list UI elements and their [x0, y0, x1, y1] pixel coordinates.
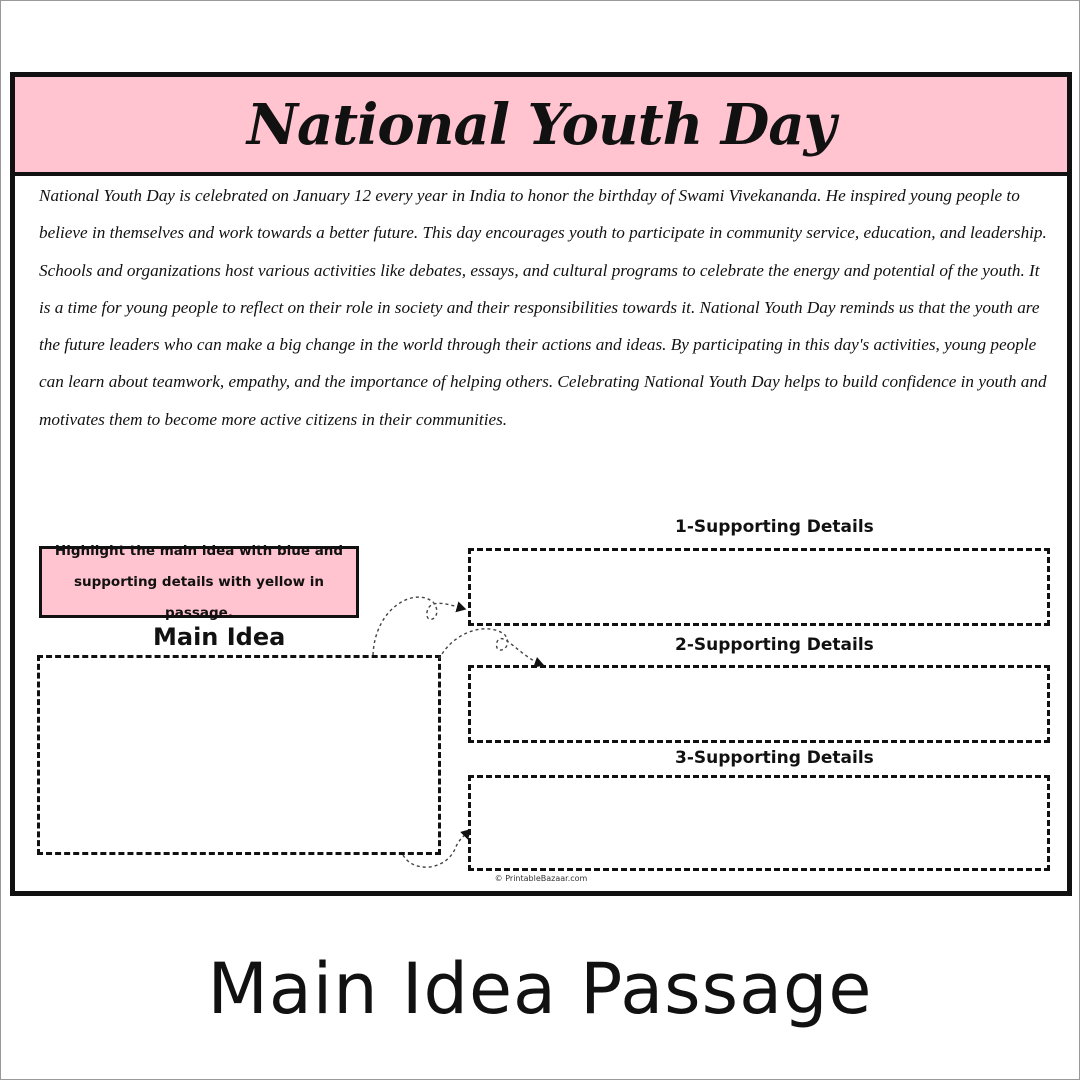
supporting-detail-1-label: 1-Supporting Details — [675, 517, 874, 537]
copyright-notice: © PrintableBazaar.com — [494, 874, 588, 883]
supporting-detail-2-label: 2-Supporting Details — [675, 635, 874, 655]
connector-arrows — [15, 77, 1067, 891]
curved-arrow-icon — [439, 629, 543, 665]
reading-passage: National Youth Day is celebrated on January 12 every year in India to honor the birthday of Swami Vivekananda. He inspired young people to believe in themselves and work towards a better future. This day encourages youth to participate in community service, education, and leadership. Schools and organizations host various activities like debates, essays, and cultural programs to celebrate the energy and potential of the youth. It is a time for young people to reflect on their role in society and their responsibilities towards it. National Youth Day reminds us that the youth are the future leaders who can make a big change in the world through their actions and ideas. By participating in this day's activities, young people can learn about teamwork, empathy, and the importance of helping others. Celebrating National Youth Day helps to build confidence in youth and motivates them to become more active citizens in their communities. — [39, 186, 1047, 429]
curved-arrow-icon — [373, 597, 465, 655]
worksheet-title: National Youth Day — [246, 91, 836, 158]
supporting-detail-3-label: 3-Supporting Details — [675, 748, 874, 768]
instruction-text: Highlight the main idea with blue and supporting details with yellow in passage. — [54, 542, 344, 621]
main-idea-label: Main Idea — [153, 623, 286, 651]
curved-arrow-icon — [403, 830, 470, 867]
worksheet — [10, 72, 1072, 896]
product-caption: Main Idea Passage — [207, 948, 873, 1030]
